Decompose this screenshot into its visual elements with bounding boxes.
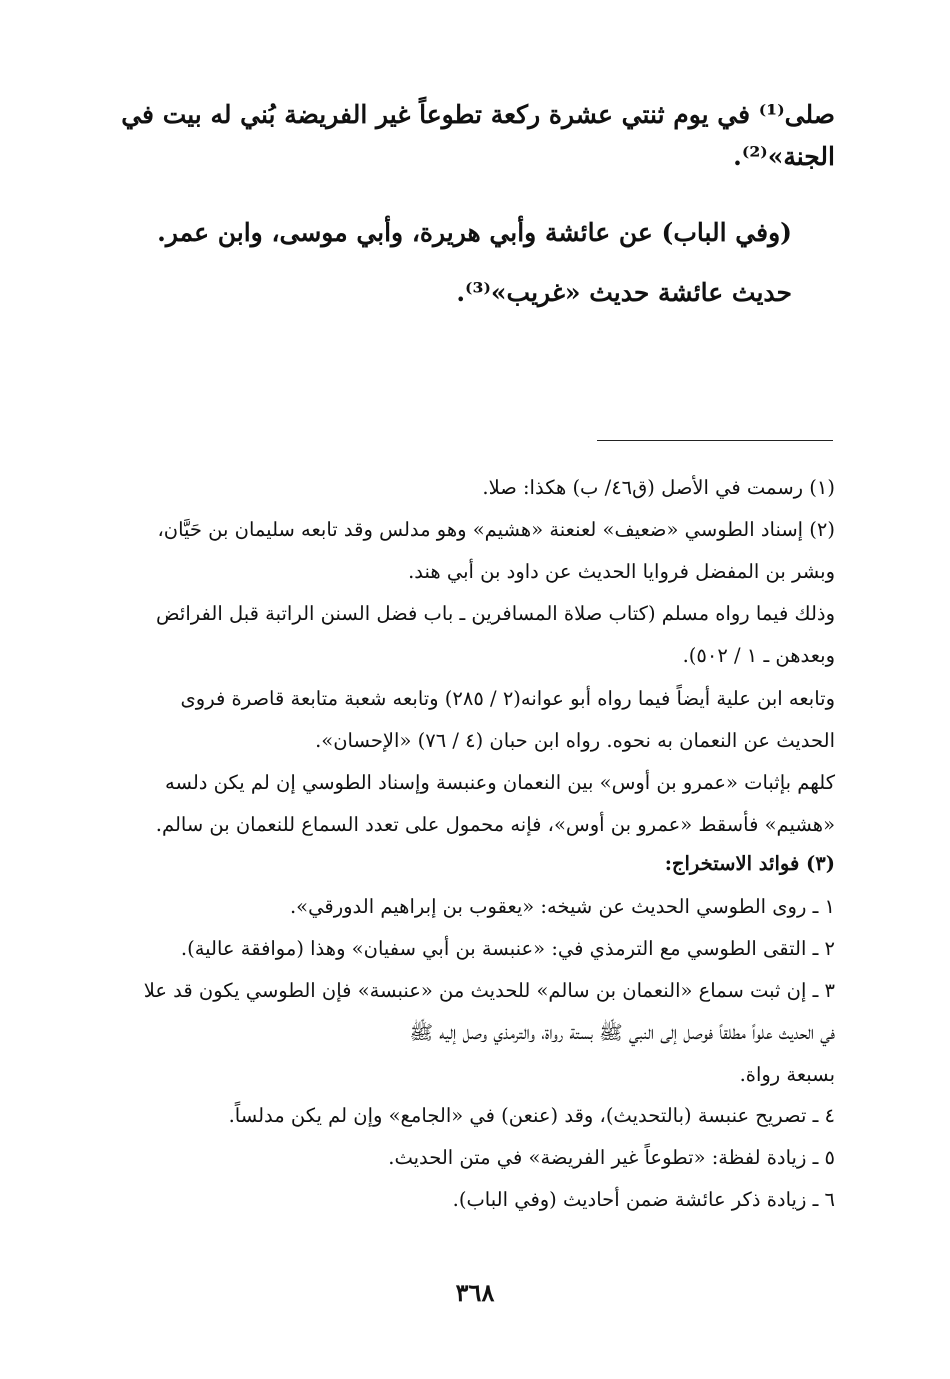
- footnote-2-line: وبعدهن ـ ١ / ٥٠٢).: [682, 644, 835, 667]
- footnote-1: (١) رسمت في الأصل (ق٤٦/ ب) هكذا: صلا.: [482, 476, 835, 499]
- page-number: ٣٦٨: [455, 1278, 495, 1307]
- footnote-3-item: ٢ ـ التقى الطوسي مع الترمذي في: «عنبسة بن أبي سفيان» وهذا (موافقة عالية).: [180, 937, 835, 960]
- footnote-3-item: ٦ ـ زيادة ذكر عائشة ضمن أحاديث (وفي الباب).: [452, 1188, 835, 1211]
- footnote-separator: [597, 440, 833, 441]
- footnote-2-line: كلهم بإثبات «عمرو بن أوس» بين النعمان وعنبسة وإسناد الطوسي إن لم يكن دلسه: [164, 771, 835, 794]
- footnote-3-item: ١ ـ روى الطوسي الحديث عن شيخه: «يعقوب بن إبراهيم الدورقي».: [289, 895, 835, 918]
- footnote-2-line: الحديث عن النعمان به نحوه. رواه ابن حبان (٤ / ٧٦) «الإحسان».: [315, 729, 835, 752]
- footnote-3-item: ٤ ـ تصريح عنبسة (بالتحديث)، وقد (عنعن) في «الجامع» وإن لم يكن مدلساً.: [228, 1104, 835, 1127]
- footnote-3-item: ٥ ـ زيادة لفظة: «تطوعاً غير الفريضة» في متن الحديث.: [388, 1146, 835, 1169]
- main-text-line: حديث عائشة حديث «غريب»⁽³⁾.: [456, 278, 792, 307]
- footnote-3-item: بسبعة رواة.: [739, 1063, 835, 1086]
- footnote-2-line: وبشر بن المفضل فروايا الحديث عن داود بن أبي هند.: [408, 560, 835, 583]
- main-text-line: صلى⁽¹⁾ في يوم ثنتي عشرة ركعة تطوعاً غير الفريضة بُني له بيت في: [121, 100, 835, 129]
- footnote-3-heading: (٣) فوائد الاستخراج:: [664, 852, 835, 875]
- footnote-3-item: في الحديث علواً مطلقاً فوصل إلى النبي ﷺ بستة رواة، والترمذي وصل إليه ﷺ: [409, 1021, 835, 1044]
- footnote-2-line: وذلك فيما رواه مسلم (كتاب صلاة المسافرين ـ باب فضل السنن الراتبة قبل الفرائض: [156, 602, 835, 625]
- footnote-2-line: وتابعه ابن علية أيضاً فيما رواه أبو عوانه(٢ / ٢٨٥) وتابعه شعبة متابعة قاصرة فروى: [180, 687, 835, 710]
- main-text-line: (وفي الباب) عن عائشة وأبي هريرة، وأبي موسى، وابن عمر.: [157, 218, 792, 247]
- footnote-2-line: «هشيم» فأسقط «عمرو بن أوس»، فإنه محمول على تعدد السماع للنعمان بن سالم.: [155, 813, 835, 836]
- footnote-3-item: ٣ ـ إن ثبت سماع «النعمان بن سالم» للحديث من «عنبسة» فإن الطوسي يكون قد علا: [143, 979, 835, 1002]
- main-text-line: الجنة»⁽²⁾.: [733, 142, 835, 171]
- footnote-2-line: (٢) إسناد الطوسي «ضعيف» لعنعنة «هشيم» وهو مدلس وقد تابعه سليمان بن حَيَّان،: [157, 518, 835, 541]
